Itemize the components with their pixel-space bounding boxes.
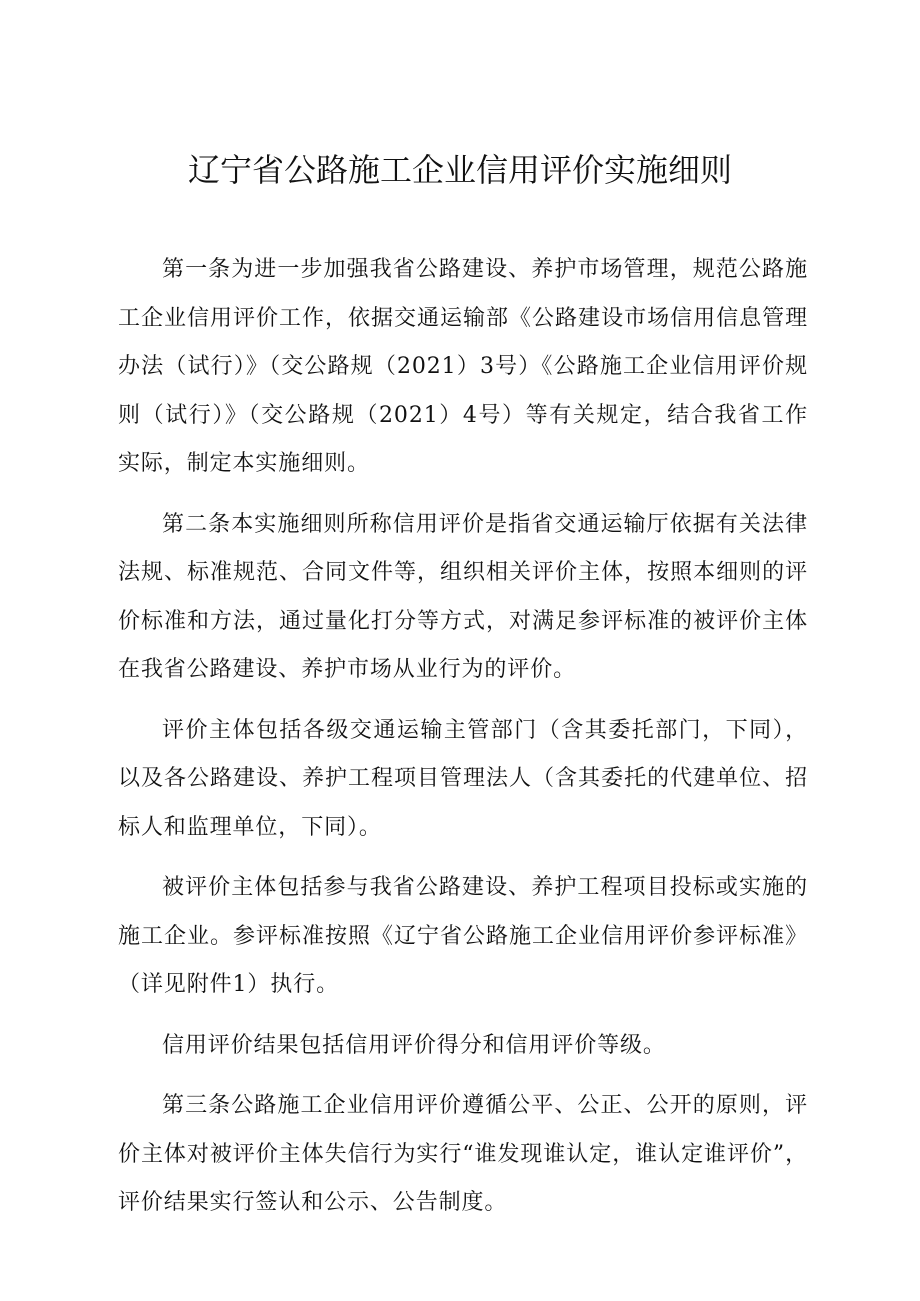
paragraph-text: 本实施细则所称信用评价是指省交通运输厅依据有关法律法规、标准规范、合同文件等，组织相关评价主体，按照本细则的评价标准和方法，通过量化打分等方式，对满足参评标准的被评价主体在我省公路建设、养护市场从业行为的评价。: [118, 511, 808, 682]
document-body: [118, 246, 808, 1240]
paragraph-article-3: [118, 1082, 808, 1228]
paragraph-text: 评价主体包括各级交通运输主管部门（含其委托部门，下同），以及各公路建设、养护工程项目管理法人（含其委托的代建单位、招标人和监理单位，下同）。: [118, 717, 808, 840]
article-number: 第二条: [162, 511, 232, 537]
paragraph-article-2: [118, 501, 808, 695]
document-title: 辽宁省公路施工企业信用评价实施细则: [187, 151, 732, 189]
article-number: 第一条: [162, 257, 232, 282]
paragraph-evaluators: [118, 707, 808, 853]
article-number: 第三条: [162, 1093, 232, 1118]
paragraph-text: 信用评价结果包括信用评价得分和信用评价等级。: [162, 1032, 666, 1058]
paragraph-article-1: [118, 246, 808, 489]
paragraph-text: 公路施工企业信用评价遵循公平、公正、公开的原则，评价主体对被评价主体失信行为实行“谁发现谁认定，谁认定谁评价”，评价结果实行签认和公示、公告制度。: [118, 1093, 808, 1215]
paragraph-text: 被评价主体包括参与我省公路建设、养护工程项目投标或实施的施工企业。参评标准按照《辽宁省公路施工企业信用评价参评标准》（详见附件1）执行。: [118, 875, 808, 997]
paragraph-text: 为进一步加强我省公路建设、养护市场管理，规范公路施工企业信用评价工作，依据交通运输部《公路建设市场信用信息管理办法（试行）》（交公路规（2021）3号）《公路施工企业信用评价规则（试行）》（交公路规（2021）4号）等有关规定，结合我省工作实际，制定本实施细则。: [118, 257, 808, 476]
paragraph-results: [118, 1022, 808, 1071]
paragraph-evaluated: [118, 864, 808, 1010]
